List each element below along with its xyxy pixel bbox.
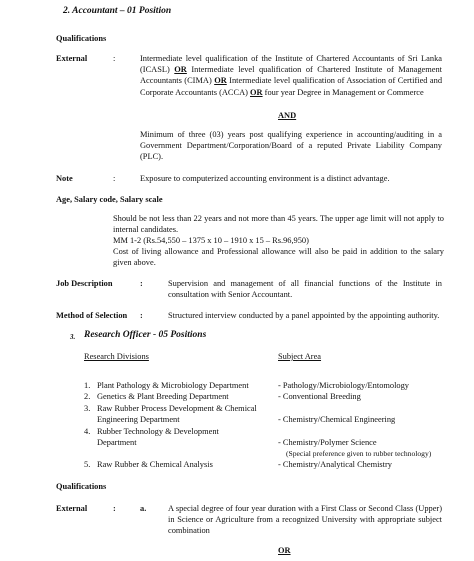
job-description-colon: : bbox=[140, 279, 143, 288]
or-keyword-section3: OR bbox=[278, 546, 291, 555]
external-label-section3: External bbox=[56, 504, 88, 513]
division-name: Plant Pathology & Microbiology Department bbox=[97, 381, 249, 390]
or-keyword: OR bbox=[174, 65, 187, 75]
qual-text-degree: four year Degree in Management or Commerce bbox=[262, 87, 424, 97]
qual-text-icasl: Intermediate level qualification of the Institute of Chartered Accountants of Sri Lanka (ICASL) bbox=[140, 54, 442, 75]
external-label: External bbox=[56, 54, 88, 63]
external-colon-section3: : bbox=[113, 504, 116, 513]
external-colon: : bbox=[113, 54, 116, 63]
experience-paragraph: Minimum of three (03) years post qualifying experience in accounting/auditing in a Government Department/Corporation/Board of a reputed Private Liability Company (PLC). bbox=[140, 130, 442, 162]
age-limit-text: Should be not less than 22 years and not more than 45 years. The upper age limit will not apply to internal candidates. bbox=[113, 214, 444, 235]
division-number: 2. bbox=[84, 392, 91, 401]
item-marker-a: a. bbox=[140, 504, 147, 513]
column-header-research-divisions: Research Divisions bbox=[84, 352, 149, 361]
note-text: Exposure to computerized accounting environment is a distinct advantage. bbox=[140, 174, 390, 183]
division-number: 1. bbox=[84, 381, 91, 390]
section-heading-research-officer: Research Officer - 05 Positions bbox=[84, 330, 207, 340]
age-salary-heading: Age, Salary code, Salary scale bbox=[56, 195, 163, 204]
note-colon: : bbox=[113, 174, 116, 183]
degree-requirement-text: A special degree of four year duration with a First Class or Second Class (Upper) in Science or Agriculture from a recognized University with appropriate subject combination bbox=[168, 504, 442, 536]
division-name: Genetics & Plant Breeding Department bbox=[97, 392, 229, 401]
subject-area: - Chemistry/Chemical Engineering bbox=[278, 415, 396, 424]
subject-area: - Conventional Breeding bbox=[278, 392, 361, 401]
qualifications-label: Qualifications bbox=[56, 34, 107, 43]
column-header-subject-area: Subject Area bbox=[278, 352, 322, 361]
division-name: Raw Rubber & Chemical Analysis bbox=[97, 460, 213, 469]
subject-area: - Pathology/Microbiology/Entomology bbox=[278, 381, 409, 390]
method-of-selection-label: Method of Selection bbox=[56, 311, 128, 320]
or-keyword: OR bbox=[214, 76, 227, 86]
external-qualification-paragraph bbox=[140, 53, 442, 98]
subject-area-note: (Special preference given to rubber technology) bbox=[286, 449, 432, 458]
or-keyword: OR bbox=[250, 87, 263, 97]
division-name-continued: Engineering Department bbox=[97, 415, 180, 424]
section-heading-accountant: 2. Accountant – 01 Position bbox=[63, 6, 172, 16]
job-description-label: Job Description bbox=[56, 279, 113, 288]
division-number: 5. bbox=[84, 460, 91, 469]
subject-area: - Chemistry/Polymer Science bbox=[278, 438, 377, 447]
subject-area: - Chemistry/Analytical Chemistry bbox=[278, 460, 392, 469]
division-number: 4. bbox=[84, 427, 91, 436]
qual-text-acca: Intermediate level qualification of Association of Certified and Corporate Accountants (ACCA) bbox=[140, 76, 443, 97]
division-name: Rubber Technology & Development bbox=[97, 427, 219, 436]
and-keyword: AND bbox=[278, 111, 297, 120]
division-number: 3. bbox=[84, 404, 91, 413]
job-description-text: Supervision and management of all financial functions of the Institute in consultation with Senior Accountant. bbox=[168, 279, 442, 300]
section-number-3: 3. bbox=[70, 333, 76, 341]
qualifications-label-section3: Qualifications bbox=[56, 482, 107, 491]
qual-text-cima: Intermediate level qualification of Chartered Institute of Management Accountants (CIMA) bbox=[140, 65, 442, 86]
allowance-text: Cost of living allowance and Professional allowance will also be paid in addition to the salary given above. bbox=[113, 247, 444, 268]
division-name: Raw Rubber Process Development & Chemical bbox=[97, 404, 257, 413]
note-label: Note bbox=[56, 174, 73, 183]
salary-code-text: MM 1-2 (Rs.54,550 – 1375 x 10 – 1910 x 15 – Rs.96,950) bbox=[113, 236, 309, 245]
division-name-continued: Department bbox=[97, 438, 137, 447]
method-of-selection-text: Structured interview conducted by a panel appointed by the appointing authority. bbox=[168, 311, 440, 320]
method-of-selection-colon: : bbox=[140, 311, 143, 320]
